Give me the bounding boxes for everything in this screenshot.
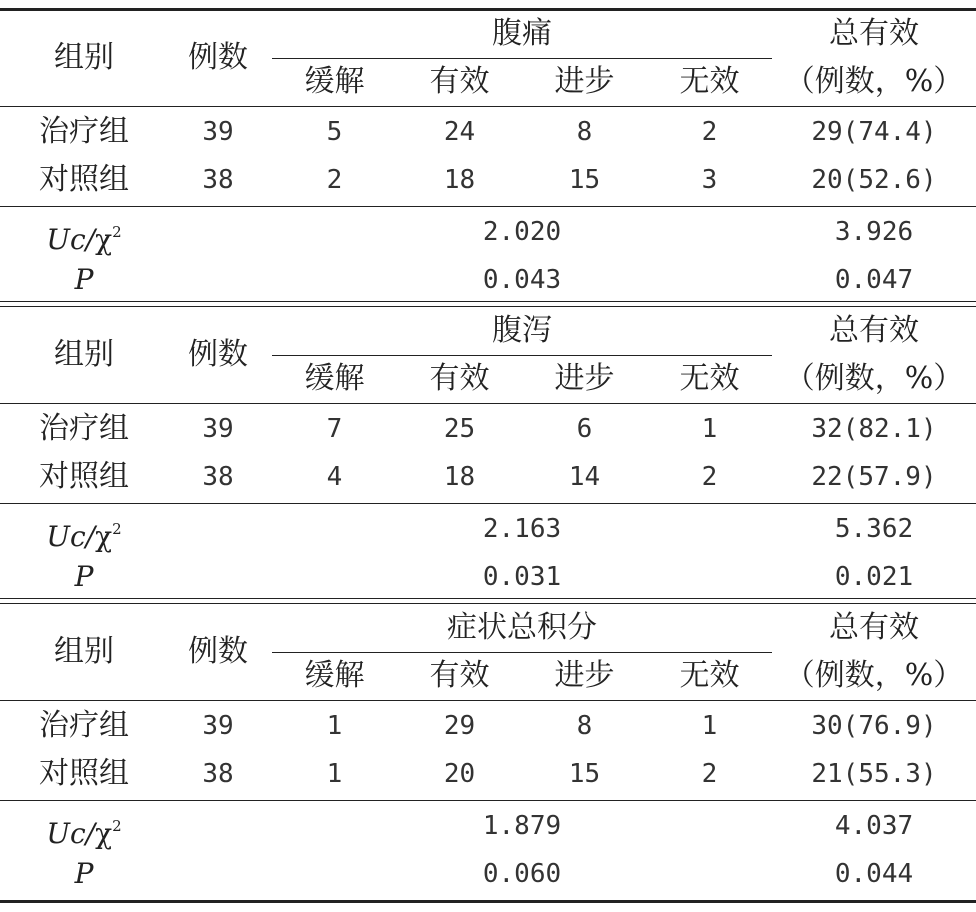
section-title: 腹痛 — [492, 16, 552, 51]
chi2-value: 4.037 — [834, 811, 914, 841]
row-total: 32(82.1) — [811, 414, 937, 444]
row-value-2: 18 — [443, 462, 476, 492]
rows-bottom-rule — [0, 206, 976, 207]
row-value-1: 1 — [326, 711, 343, 741]
header-total-effective-unit: （例数，%） — [784, 64, 964, 99]
header-sub-3: 进步 — [554, 361, 615, 396]
header-sub-4: 无效 — [679, 361, 740, 396]
section-title: 腹泻 — [492, 313, 552, 348]
chi-symbol: χ — [95, 817, 113, 850]
row-value-1: 5 — [326, 117, 343, 147]
row-value-3: 14 — [568, 462, 601, 492]
row-value-2: 20 — [443, 759, 476, 789]
row-group: 对照组 — [39, 756, 129, 791]
row-total: 20(52.6) — [811, 165, 937, 195]
header-group: 组别 — [54, 40, 114, 75]
section-double-rule-upper — [0, 598, 976, 599]
row-value-2: 29 — [443, 711, 476, 741]
row-value-4: 2 — [701, 462, 718, 492]
row-value-4: 1 — [701, 711, 718, 741]
chi2-value: 5.362 — [834, 514, 914, 544]
uc-symbol: Uc — [46, 520, 86, 553]
slash-symbol: / — [85, 223, 96, 256]
header-total-effective: 总有效 — [829, 610, 919, 645]
row-count: 38 — [202, 462, 234, 492]
p-value-chi2: 0.044 — [834, 859, 914, 889]
header-bottom-rule — [0, 403, 976, 404]
rows-bottom-rule — [0, 800, 976, 801]
row-value-3: 6 — [576, 414, 593, 444]
header-sub-4: 无效 — [679, 64, 740, 99]
p-value-chi2: 0.021 — [834, 562, 914, 592]
row-value-4: 3 — [701, 165, 718, 195]
chi2-value: 3.926 — [834, 217, 914, 247]
stat-label-uc-chi2 — [0, 802, 168, 850]
uc-value: 2.020 — [482, 217, 562, 247]
section-double-rule-upper — [0, 301, 976, 302]
header-sub-1: 缓解 — [304, 658, 365, 693]
stat-label-p: P — [74, 857, 94, 890]
row-group: 治疗组 — [39, 411, 129, 446]
row-group: 对照组 — [39, 162, 129, 197]
row-total: 21(55.3) — [811, 759, 937, 789]
header-total-effective: 总有效 — [829, 16, 919, 51]
chi-superscript: 2 — [112, 223, 122, 241]
uc-symbol: Uc — [46, 817, 86, 850]
row-value-4: 2 — [701, 117, 718, 147]
row-value-2: 25 — [443, 414, 476, 444]
row-count: 39 — [202, 117, 234, 147]
header-sub-1: 缓解 — [304, 64, 365, 99]
chi-superscript: 2 — [112, 520, 122, 538]
header-sub-1: 缓解 — [304, 361, 365, 396]
row-value-1: 2 — [326, 165, 343, 195]
row-count: 39 — [202, 711, 234, 741]
header-sub-3: 进步 — [554, 64, 615, 99]
section-title: 症状总积分 — [447, 610, 597, 645]
row-value-3: 15 — [568, 759, 601, 789]
header-count: 例数 — [188, 337, 248, 372]
chi-superscript: 2 — [112, 817, 122, 835]
p-value-uc: 0.043 — [482, 265, 562, 295]
p-value-uc: 0.060 — [482, 859, 562, 889]
row-count: 39 — [202, 414, 234, 444]
stat-label-p: P — [74, 560, 94, 593]
header-count: 例数 — [188, 634, 248, 669]
header-sub-2: 有效 — [429, 658, 490, 693]
uc-value: 2.163 — [482, 514, 562, 544]
slash-symbol: / — [85, 817, 96, 850]
row-count: 38 — [202, 759, 234, 789]
header-total-effective-unit: （例数，%） — [784, 658, 964, 693]
row-value-2: 18 — [443, 165, 476, 195]
row-value-3: 8 — [576, 711, 593, 741]
rows-bottom-rule — [0, 503, 976, 504]
header-sub-2: 有效 — [429, 361, 490, 396]
header-group: 组别 — [54, 337, 114, 372]
stat-label-p: P — [74, 263, 94, 296]
header-bottom-rule — [0, 700, 976, 701]
row-group: 治疗组 — [39, 114, 129, 149]
header-sub-3: 进步 — [554, 658, 615, 693]
header-count: 例数 — [188, 40, 248, 75]
row-value-4: 1 — [701, 414, 718, 444]
row-value-3: 8 — [576, 117, 593, 147]
row-value-1: 1 — [326, 759, 343, 789]
p-value-uc: 0.031 — [482, 562, 562, 592]
uc-symbol: Uc — [46, 223, 86, 256]
header-total-effective-unit: （例数，%） — [784, 361, 964, 396]
row-total: 22(57.9) — [811, 462, 937, 492]
row-value-1: 4 — [326, 462, 343, 492]
row-value-1: 7 — [326, 414, 343, 444]
chi-symbol: χ — [95, 520, 113, 553]
row-group: 对照组 — [39, 459, 129, 494]
row-total: 30(76.9) — [811, 711, 937, 741]
header-sub-4: 无效 — [679, 658, 740, 693]
row-value-3: 15 — [568, 165, 601, 195]
header-group: 组别 — [54, 634, 114, 669]
header-total-effective: 总有效 — [829, 313, 919, 348]
slash-symbol: / — [85, 520, 96, 553]
row-value-4: 2 — [701, 759, 718, 789]
row-group: 治疗组 — [39, 708, 129, 743]
uc-value: 1.879 — [482, 811, 562, 841]
row-total: 29(74.4) — [811, 117, 937, 147]
row-count: 38 — [202, 165, 234, 195]
chi-symbol: χ — [95, 223, 113, 256]
header-sub-2: 有效 — [429, 64, 490, 99]
row-value-2: 24 — [443, 117, 476, 147]
p-value-chi2: 0.047 — [834, 265, 914, 295]
stat-label-uc-chi2 — [0, 505, 168, 553]
table-bottom-rule — [0, 900, 976, 903]
stat-label-uc-chi2 — [0, 208, 168, 256]
header-bottom-rule — [0, 106, 976, 107]
